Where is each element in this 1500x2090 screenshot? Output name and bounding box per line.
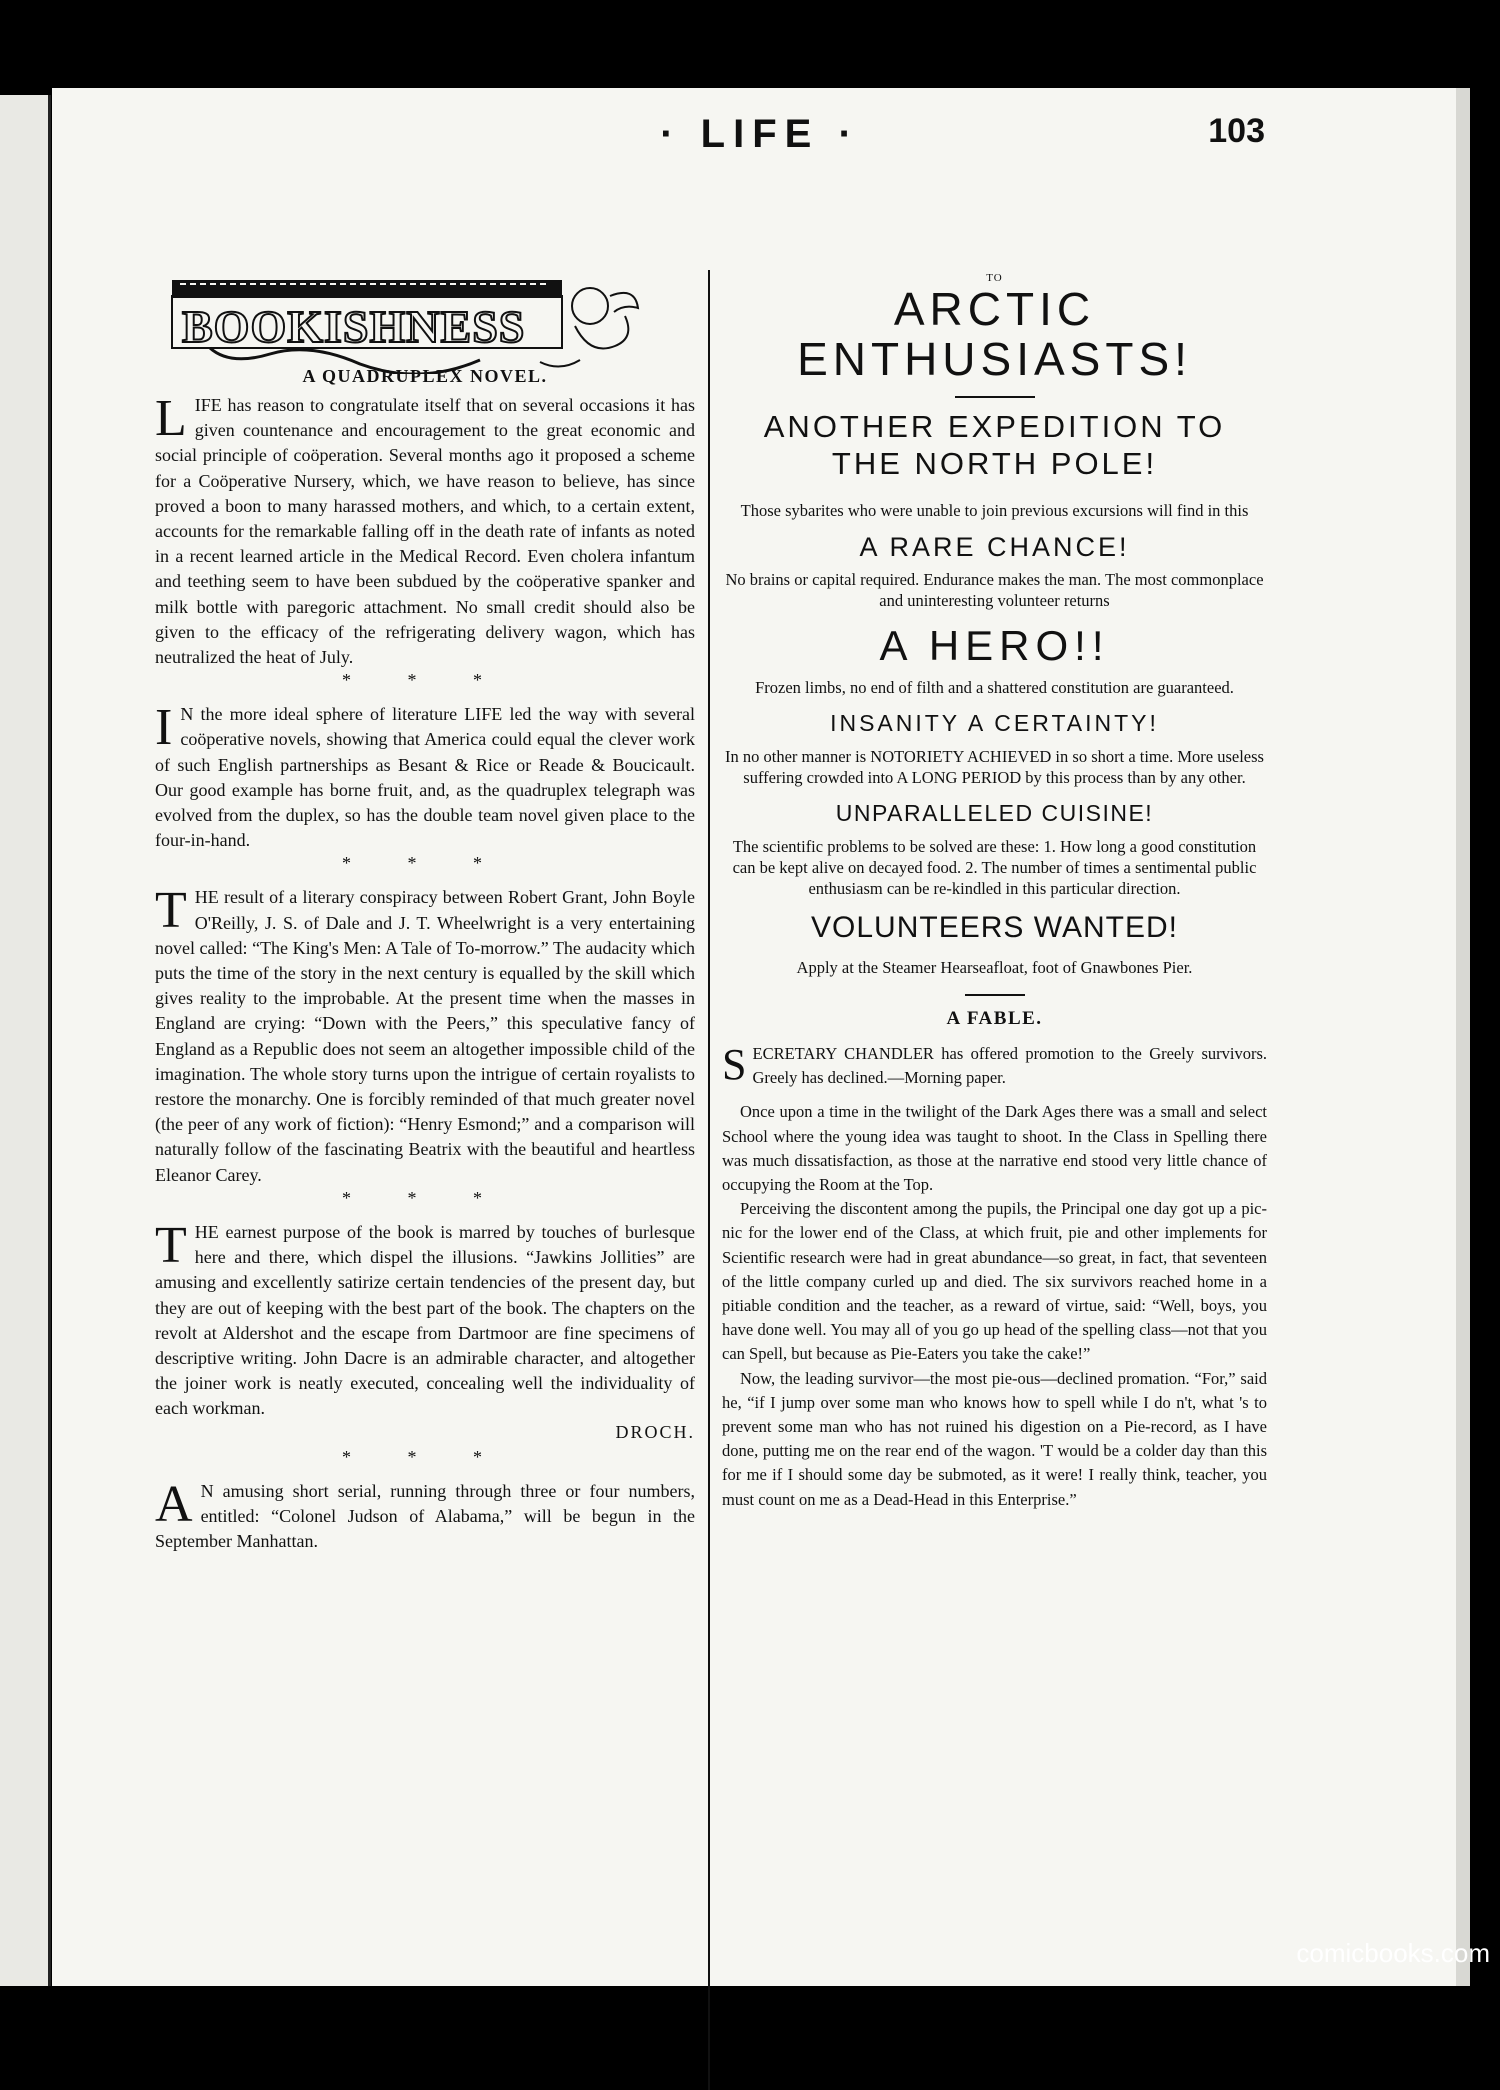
fable-paragraph-2: Perceiving the discontent among the pupils, the Principal one day got up a pic-nic for the lower end of the Class, at which fruit, pie and other implements for Scientific research were had in great abundance—so great, in fact, that seventeen of the little company curled up and died. The six survivors reached home in a pitiable condition and the teacher, as a reward of virtue, said: “Well, boys, you have done well. You may all of you go up head of the spelling class—not that you can Spell, but because as Pie-Eaters you take the cake!” [722, 1199, 1267, 1364]
right-column [722, 272, 1267, 1512]
ad-arctic: ARCTIC [893, 283, 1096, 335]
paragraph-1 [155, 390, 695, 670]
ad-volunteers: VOLUNTEERS WANTED! [811, 911, 1178, 944]
dropcap: T [155, 1216, 187, 1274]
ad-sybarites: Those sybarites who were unable to join previous excursions will find in this [740, 501, 1249, 520]
paragraph-2 [155, 699, 695, 853]
paragraph-text: HE result of a literary conspiracy between Robert Grant, John Boyle O'Reilly, J. S. of Dale and J. T. Wheelwright is a very entertaining novel called: “The King's Men: A Tale of To-morrow.” The audacity which puts the time of the story in the next century is equalled by the skill which gives reality to the improbable. At the present time when the masses in England are crying: “Down with the Peers,” this speculative fancy of England as a Republic does not seem an altogether impossible child of the imagination. The whole story turns upon the intrigue of certain royalists to restore the monarchy. One is forcibly reminded of that much greater novel (the peer of any work of fiction): “Henry Esmond;” and a comparison will naturally follow of the fascinating Beatrix with the beautiful and heartless Eleanor Carey. [155, 887, 695, 1185]
dropcap: A [155, 1475, 193, 1533]
dropcap: S [722, 1040, 747, 1089]
dropcap: T [155, 882, 187, 940]
paragraph-5 [155, 1475, 695, 1555]
section-stars: * * * [342, 670, 508, 691]
fable-title: A FABLE. [946, 1008, 1043, 1029]
ad-to: TO [986, 272, 1003, 284]
rule [965, 994, 1025, 996]
facing-page-edge [0, 95, 51, 1986]
signature: DROCH. [615, 1421, 695, 1442]
watermark: comicbooks.com [1296, 1938, 1490, 1968]
ad-cuisine: UNPARALLELED CUISINE! [835, 800, 1154, 826]
bookishness-banner-illustration [170, 276, 640, 374]
rule [955, 396, 1035, 398]
fable-paragraph-1: Once upon a time in the twilight of the Dark Ages there was a small and select School where the young idea was taught to shoot. In the Class in Spelling there was much dissatisfaction, as those at the narrative end stood very little chance of occupying the Room at the Top. [722, 1102, 1267, 1195]
fable-paragraph-3: Now, the leading survivor—the most pie-ous—declined promation. “For,” said he, “if I jump over some man who knows how to spell while I do n't, what 's to prevent some man who has not ruined his digestion on a Pie-record, as I have done, putting me on the rear end of the wagon. 'T would be a colder day than this for me if I should some day be submoted, as it were! I really think, teacher, you must count on me as a Dead-Head in this Enterprise.” [722, 1368, 1267, 1509]
column-divider [708, 270, 710, 2090]
article-title: A QUADRUPLEX NOVEL. [302, 366, 548, 386]
section-stars: * * * [342, 853, 508, 874]
paragraph-text: N amusing short serial, running through three or four numbers, entitled: “Colonel Judson of Alabama,” will be begun in the September Manhattan. [155, 1480, 695, 1551]
masthead: · LIFE · [660, 112, 860, 156]
section-stars: * * * [342, 1446, 508, 1467]
paragraph-4 [155, 1216, 695, 1422]
ad-notoriety: In no other manner is NOTORIETY ACHIEVED in so short a time. More useless suffering crowded into A LONG PERIOD by this process than by any other. [725, 747, 1264, 787]
paragraph-3 [155, 882, 695, 1187]
fable-intro-text: ECRETARY CHANDLER has offered promotion to the Greely survivors. Greely has declined.—Morning paper. [752, 1044, 1267, 1088]
fable-intro [722, 1042, 1267, 1090]
paragraph-text: IFE has reason to congratulate itself that on several occasions it has given countenance and encouragement to the great economic and social principle of coöperation. Several months ago it proposed a scheme for a Coöperative Nursery, which, we have reason to believe, has since proved a boon to many harassed mothers, and which, to a certain extent, accounts for the remarkable falling off in the death rate of infants as noted in a recent learned article in the Medical Record. Even cholera infantum and teething seem to have been subdued by the coöperative spanker and milk bottle with paregoric attachment. No small credit should also be given to the efficacy of the refrigerating delivery wagon, which has neutralized the heat of July. [155, 395, 695, 668]
banner-lettering: BOOKISHNESS [182, 301, 526, 352]
ad-brains: No brains or capital required. Endurance makes the man. The most commonplace and uninteresting volunteer returns [725, 570, 1264, 610]
section-stars: * * * [342, 1187, 508, 1208]
ad-rare-chance: A RARE CHANCE! [859, 532, 1130, 562]
ad-insanity: INSANITY A CERTAINTY! [830, 710, 1159, 736]
ad-hero: A HERO!! [879, 622, 1110, 669]
dropcap: L [155, 390, 187, 447]
left-column [155, 366, 695, 1554]
ad-expedition-line-1: ANOTHER EXPEDITION TO [763, 409, 1226, 444]
page-shadow [1456, 88, 1470, 1986]
ad-apply: Apply at the Steamer Hearseafloat, foot of Gnawbones Pier. [796, 958, 1193, 977]
ad-frozen: Frozen limbs, no end of filth and a shattered constitution are guaranteed. [755, 678, 1234, 697]
paragraph-text: HE earnest purpose of the book is marred by touches of burlesque here and there, which dispel the illusions. “Jawkins Jollities” are amusing and excellently satirize certain tendencies of the present day, but they are out of keeping with the best part of the book. The chapters on the revolt at Aldershot and the escape from Dartmoor are fine specimens of descriptive writing. John Dacre is an admirable character, and altogether the joiner work is neatly executed, concealing well the individuality of each workman. [155, 1221, 695, 1419]
ad-scientific: The scientific problems to be solved are these: 1. How long a good constitution can be kept alive on decayed food. 2. The number of times a sentimental public enthusiasm can be re-kindled in this particular direction. [732, 837, 1257, 898]
paragraph-text: N the more ideal sphere of literature LIFE led the way with several coöperative novels, showing that America could equal the clever work of such English partnerships as Besant & Rice or Reade & Boucicault. Our good example has borne fruit, and, as the quadruplex telegraph was evolved from the duplex, so has the double team novel given place to the four-in-hand. [155, 704, 695, 851]
ad-expedition-line-2: THE NORTH POLE! [831, 446, 1158, 481]
dropcap: I [155, 699, 173, 757]
page-number: 103 [1208, 112, 1265, 150]
ad-enthusiasts: ENTHUSIASTS! [797, 333, 1192, 385]
